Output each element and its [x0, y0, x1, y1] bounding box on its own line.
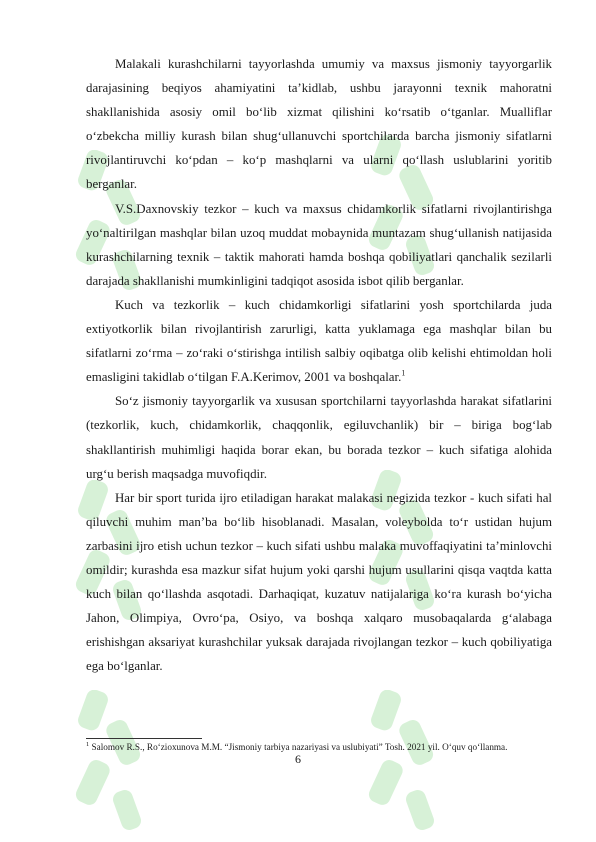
paragraph-text: V.S.Daxnovskiy tezkor – kuch va maxsus chidamkorlik sifatlarni rivojlantirishga yo‘naltirilgan mashqlar bilan uzoq muddat mobaynida muntazam shug‘ullanish natijasida kurashchilarning texnik – taktik mahorati hamda boshqa qobiliyatlari qanchalik sezilarli darajada shakllanishi mumkinligini tadqiqot asosida isbot qilib berganlar. [86, 201, 552, 288]
paragraph [86, 389, 552, 485]
footnote-reference: 1 [401, 368, 406, 378]
paragraph-text: Kuch va tezkorlik – kuch chidamkorligi sifatlarini yosh sportchilarda juda extiyotkorlik bilan rivojlantirish zarurligi, katta yuklamaga ega mashqlar bilan bu sifatlarni zo‘rma – zo‘raki o‘stirishga intilish salbiy oqibatga olib kelishi ehtimoldan holi emasligini takidlab o‘tilgan F.A.Kerimov, 2001 va boshqalar. [86, 297, 552, 385]
paragraph [86, 197, 552, 293]
paragraph [86, 52, 552, 197]
paragraph-text: Har bir sport turida ijro etiladigan harakat malakasi negizida tezkor - kuch sifati hal qiluvchi muhim man’ba bo‘lib hisoblanadi. Masalan, voleybolda to‘r ustidan hujum zarbasini ijro etish uchun tezkor – kuch sifati ushbu malaka muvoffaqiyatini ta’minlovchi omildir; kurashda esa mazkur sifat hujum yoki qarshi hujum usullarini qisqa vaqtda katta kuch bilan qo‘llashda asqotadi. Darhaqiqat, kuzatuv natijalariga ko‘ra kurash bo‘yicha Jahon, Olimpiya, Ovro‘pa, Osiyo, va boshqa xalqaro musobaqalarda g‘alabaga erishishgan aksariyat kurashchilar yuksak darajada rivojlangan tezkor – kuch qobiliyatiga ega bo‘lganlar. [86, 490, 552, 674]
paragraph [86, 486, 552, 679]
paragraph-text: Malakali kurashchilarni tayyorlashda umumiy va maxsus jismoniy tayyorgarlik darajasining beqiyos ahamiyatini ta’kidlab, ushbu jarayonni texnik mahoratni shakllanishida asosiy omil bo‘lib xizmat qilishini ko‘rsatib o‘tganlar. Mualliflar o‘zbekcha milliy kurash bilan shug‘ullanuvchi sportchilarda barcha jismoniy sifatlarni rivojlantiruvchi ko‘pdan – ko‘p mashqlarni va ularni qo‘llash uslublarini yoritib berganlar. [86, 57, 552, 192]
footnote-divider [86, 738, 202, 739]
document-body [86, 52, 552, 678]
page-number: 6 [295, 752, 301, 766]
footnote-mark: 1 [86, 740, 90, 748]
paragraph [86, 293, 552, 389]
paragraph-text: So‘z jismoniy tayyorgarlik va xususan sportchilarni tayyorlashda harakat sifatlarini (tezkorlik, kuch, chidamkorlik, chaqqonlik, egiluvchanlik) bir – biriga bog‘lab shakllantirish muhimligi haqida borar ekan, bu borada tezkor – kuch sifatiga alohida urg‘u berish maqsadga muvofiqdir. [86, 394, 552, 481]
footnote-text: Salomov R.S., Ro‘zioxunova M.M. “Jismoniy tarbiya nazariyasi va uslubiyati” Tosh. 2021 yil. O‘quv qo‘llanma. [89, 742, 508, 752]
